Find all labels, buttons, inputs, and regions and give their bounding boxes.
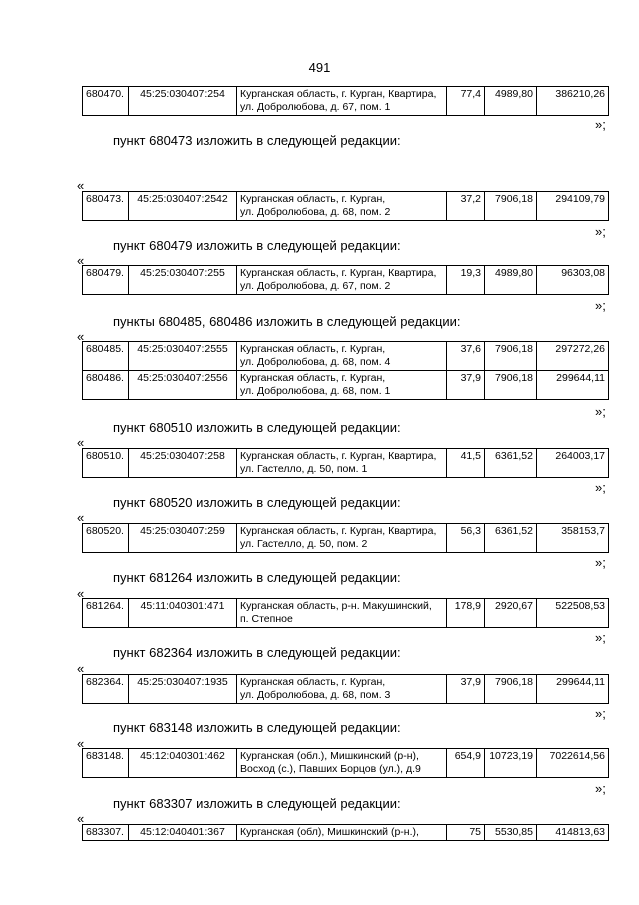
table-row <box>83 371 609 400</box>
address-line-1: Курганская область, р-н. Макушинский, <box>240 600 432 612</box>
price: 7906,18 <box>485 192 537 221</box>
row-id: 680479. <box>83 266 129 295</box>
cadastral-number: 45:25:030407:1935 <box>129 675 237 704</box>
instruction-text: пункт 683148 изложить в следующей редакции: <box>113 720 401 735</box>
price: 4989,80 <box>485 87 537 116</box>
row-id: 680486. <box>83 371 129 400</box>
address <box>237 599 447 628</box>
address <box>237 449 447 478</box>
address-line-1: Курганская область, г. Курган, Квартира, <box>240 450 437 462</box>
address-line-2: ул. Добролюбова, д. 68, пом. 2 <box>240 206 391 218</box>
table-row <box>83 749 609 778</box>
data-table <box>82 598 609 628</box>
address-line-2: п. Степное <box>240 613 293 625</box>
row-id: 683148. <box>83 749 129 778</box>
address-line-2: ул. Гастелло, д. 50, пом. 1 <box>240 463 368 475</box>
total: 386210,26 <box>537 87 609 116</box>
instruction-text: пункт 680473 изложить в следующей редакции: <box>113 133 401 148</box>
table-row <box>83 192 609 221</box>
area: 56,3 <box>447 524 485 553</box>
page-number: 491 <box>308 60 331 75</box>
open-quote: « <box>77 586 85 601</box>
area: 37,9 <box>447 675 485 704</box>
row-id: 683307. <box>83 825 129 841</box>
table-row <box>83 266 609 295</box>
area: 77,4 <box>447 87 485 116</box>
cadastral-number: 45:25:030407:2555 <box>129 342 237 371</box>
data-table <box>82 191 609 221</box>
close-quote: »; <box>595 781 606 796</box>
total: 414813,63 <box>537 825 609 841</box>
address-line-1: Курганская область, г. Курган, Квартира, <box>240 525 437 537</box>
row-id: 680473. <box>83 192 129 221</box>
close-quote: »; <box>595 117 606 132</box>
address-line-1: Курганская область, г. Курган, <box>240 343 386 355</box>
address-line-2: Восход (с.), Павших Борцов (ул.), д.9 <box>240 763 421 775</box>
address <box>237 675 447 704</box>
address <box>237 87 447 116</box>
price: 4989,80 <box>485 266 537 295</box>
total: 7022614,56 <box>537 749 609 778</box>
table-row <box>83 524 609 553</box>
data-table <box>82 265 609 295</box>
table-row <box>83 825 609 841</box>
price: 6361,52 <box>485 449 537 478</box>
cadastral-number: 45:25:030407:2556 <box>129 371 237 400</box>
close-quote: »; <box>595 404 606 419</box>
area: 41,5 <box>447 449 485 478</box>
table-row <box>83 342 609 371</box>
address <box>237 825 447 841</box>
address-line-2: ул. Добролюбова, д. 68, пом. 4 <box>240 356 391 368</box>
address <box>237 266 447 295</box>
price: 7906,18 <box>485 342 537 371</box>
cadastral-number: 45:25:030407:2542 <box>129 192 237 221</box>
total: 522508,53 <box>537 599 609 628</box>
row-id: 682364. <box>83 675 129 704</box>
total: 358153,7 <box>537 524 609 553</box>
cadastral-number: 45:25:030407:258 <box>129 449 237 478</box>
open-quote: « <box>77 253 85 268</box>
address-line-1: Курганская область, г. Курган, Квартира, <box>240 267 437 279</box>
close-quote: »; <box>595 224 606 239</box>
open-quote: « <box>77 811 85 826</box>
total: 96303,08 <box>537 266 609 295</box>
address <box>237 342 447 371</box>
instruction-text: пункт 682364 изложить в следующей редакции: <box>113 645 401 660</box>
close-quote: »; <box>595 630 606 645</box>
address <box>237 371 447 400</box>
data-table <box>82 448 609 478</box>
price: 5530,85 <box>485 825 537 841</box>
price: 7906,18 <box>485 675 537 704</box>
data-table <box>82 824 609 841</box>
cadastral-number: 45:25:030407:259 <box>129 524 237 553</box>
address-line-1: Курганская область, г. Курган, <box>240 193 386 205</box>
address-line-1: Курганская область, г. Курган, <box>240 676 386 688</box>
address-line-1: Курганская область, г. Курган, Квартира, <box>240 88 437 100</box>
instruction-text: пункт 681264 изложить в следующей редакции: <box>113 570 401 585</box>
open-quote: « <box>77 510 85 525</box>
close-quote: »; <box>595 480 606 495</box>
address-line-2: ул. Гастелло, д. 50, пом. 2 <box>240 538 368 550</box>
data-table <box>82 341 609 400</box>
area: 37,2 <box>447 192 485 221</box>
cadastral-number: 45:25:030407:254 <box>129 87 237 116</box>
address <box>237 524 447 553</box>
close-quote: »; <box>595 706 606 721</box>
area: 37,6 <box>447 342 485 371</box>
instruction-text: пункт 680479 изложить в следующей редакции: <box>113 238 401 253</box>
data-table <box>82 748 609 778</box>
total: 299644,11 <box>537 675 609 704</box>
instruction-text: пункты 680485, 680486 изложить в следующей редакции: <box>113 314 461 329</box>
table-row <box>83 449 609 478</box>
row-id: 680520. <box>83 524 129 553</box>
address <box>237 749 447 778</box>
address-line-2: ул. Добролюбова, д. 68, пом. 1 <box>240 385 391 397</box>
open-quote: « <box>77 435 85 450</box>
instruction-text: пункт 680520 изложить в следующей редакции: <box>113 495 401 510</box>
price: 10723,19 <box>485 749 537 778</box>
address <box>237 192 447 221</box>
area: 178,9 <box>447 599 485 628</box>
close-quote: »; <box>595 555 606 570</box>
cadastral-number: 45:12:040301:462 <box>129 749 237 778</box>
price: 2920,67 <box>485 599 537 628</box>
cadastral-number: 45:12:040401:367 <box>129 825 237 841</box>
data-table <box>82 523 609 553</box>
open-quote: « <box>77 178 85 193</box>
address-line-1: Курганская область, г. Курган, <box>240 372 386 384</box>
area: 19,3 <box>447 266 485 295</box>
total: 297272,26 <box>537 342 609 371</box>
address-line-1: Курганская (обл), Мишкинский (р-н.), <box>240 826 419 838</box>
data-table <box>82 674 609 704</box>
total: 299644,11 <box>537 371 609 400</box>
total: 264003,17 <box>537 449 609 478</box>
price: 7906,18 <box>485 371 537 400</box>
table-row <box>83 675 609 704</box>
row-id: 680510. <box>83 449 129 478</box>
table-row <box>83 87 609 116</box>
instruction-text: пункт 683307 изложить в следующей редакции: <box>113 796 401 811</box>
data-table <box>82 86 609 116</box>
open-quote: « <box>77 736 85 751</box>
area: 654,9 <box>447 749 485 778</box>
close-quote: »; <box>595 298 606 313</box>
row-id: 680485. <box>83 342 129 371</box>
row-id: 681264. <box>83 599 129 628</box>
area: 37,9 <box>447 371 485 400</box>
address-line-2: ул. Добролюбова, д. 68, пом. 3 <box>240 689 391 701</box>
address-line-2: ул. Добролюбова, д. 67, пом. 2 <box>240 280 391 292</box>
table-row <box>83 599 609 628</box>
address-line-1: Курганская (обл.), Мишкинский (р-н), <box>240 750 419 762</box>
open-quote: « <box>77 329 85 344</box>
cadastral-number: 45:25:030407:255 <box>129 266 237 295</box>
row-id: 680470. <box>83 87 129 116</box>
total: 294109,79 <box>537 192 609 221</box>
area: 75 <box>447 825 485 841</box>
price: 6361,52 <box>485 524 537 553</box>
open-quote: « <box>77 661 85 676</box>
address-line-2: ул. Добролюбова, д. 67, пом. 1 <box>240 101 391 113</box>
instruction-text: пункт 680510 изложить в следующей редакции: <box>113 420 401 435</box>
cadastral-number: 45:11:040301:471 <box>129 599 237 628</box>
